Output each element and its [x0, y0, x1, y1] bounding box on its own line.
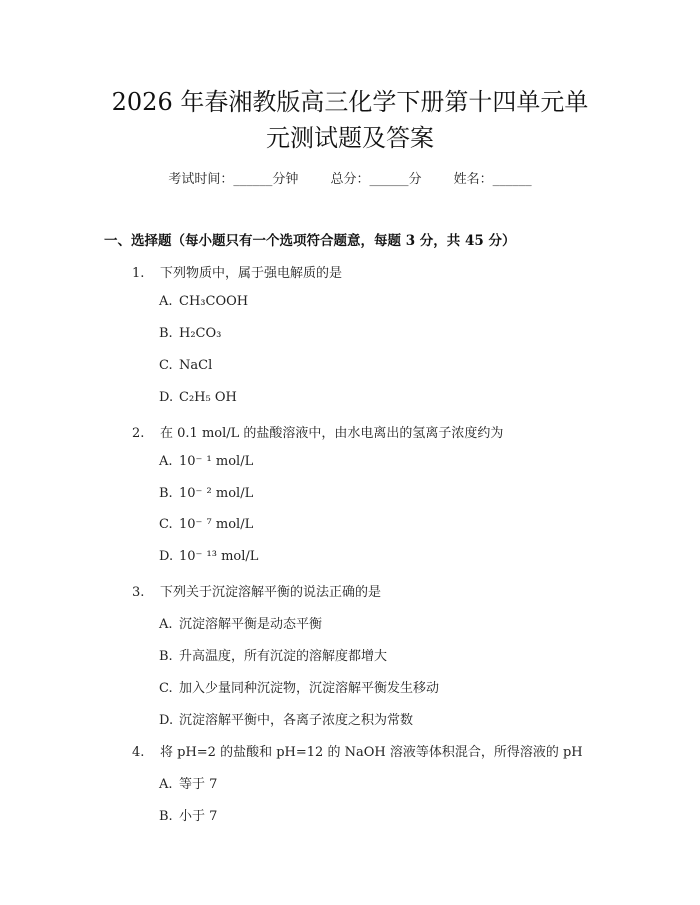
- option-letter: A.: [159, 454, 173, 469]
- option-text: 10⁻ ¹ mol/L: [179, 454, 254, 469]
- question-1-option-a: [159, 294, 248, 309]
- question-4: [132, 741, 583, 760]
- question-number: 1.: [132, 266, 145, 281]
- option-text: CH₃COOH: [179, 294, 249, 309]
- question-1: [132, 262, 342, 281]
- question-3-option-d: [159, 709, 413, 728]
- option-letter: B.: [159, 809, 173, 824]
- option-letter: A.: [159, 777, 173, 792]
- option-text: 加入少量同种沉淀物，沉淀溶解平衡发生移动: [179, 681, 440, 696]
- total-score-field: 总分：______分: [330, 172, 422, 187]
- question-number: 4.: [132, 745, 145, 760]
- option-text: 沉淀溶解平衡是动态平衡: [179, 617, 323, 632]
- question-stem: 将 pH=2 的盐酸和 pH=12 的 NaOH 溶液等体积混合，所得溶液的 pH: [160, 745, 583, 760]
- option-text: 10⁻ ¹³ mol/L: [179, 549, 259, 564]
- option-letter: D.: [159, 549, 174, 564]
- question-number: 2.: [132, 426, 145, 441]
- question-stem: 下列关于沉淀溶解平衡的说法正确的是: [160, 585, 382, 600]
- option-text: 10⁻ ⁷ mol/L: [179, 517, 254, 532]
- question-2-option-d: [159, 549, 258, 564]
- question-1-option-c: [159, 358, 212, 373]
- option-text: H₂CO₃: [179, 326, 222, 341]
- option-letter: B.: [159, 326, 173, 341]
- question-2-option-a: [159, 454, 253, 469]
- option-letter: A.: [159, 617, 173, 632]
- student-name-field: 姓名：______: [453, 172, 532, 187]
- option-text: 等于 7: [179, 777, 218, 792]
- option-letter: B.: [159, 649, 173, 664]
- section-heading: 一、选择题（每小题只有一个选项符合题意，每题 3 分，共 45 分）: [104, 233, 516, 249]
- question-1-option-d: [159, 390, 237, 405]
- option-text: 10⁻ ² mol/L: [179, 486, 254, 501]
- question-3-option-b: [159, 645, 387, 664]
- option-text: 小于 7: [179, 809, 218, 824]
- option-letter: D.: [159, 713, 174, 728]
- question-4-option-a: [159, 773, 217, 792]
- option-text: C₂H₅ OH: [179, 390, 237, 405]
- option-letter: A.: [159, 294, 173, 309]
- question-stem: 下列物质中，属于强电解质的是: [160, 266, 343, 281]
- option-letter: C.: [159, 517, 173, 532]
- exam-meta: [0, 168, 700, 187]
- option-letter: C.: [159, 681, 173, 696]
- option-letter: B.: [159, 486, 173, 501]
- option-letter: D.: [159, 390, 174, 405]
- question-4-option-b: [159, 805, 217, 824]
- option-text: 升高温度，所有沉淀的溶解度都增大: [179, 649, 388, 664]
- option-text: 沉淀溶解平衡中，各离子浓度之积为常数: [179, 713, 414, 728]
- question-number: 3.: [132, 585, 145, 600]
- exam-time-field: 考试时间：______分钟: [168, 172, 299, 187]
- question-1-option-b: [159, 326, 221, 341]
- option-text: NaCl: [179, 358, 213, 373]
- question-2-option-c: [159, 517, 253, 532]
- question-2: [132, 422, 503, 441]
- document-title-line-1: 2026 年春湘教版高三化学下册第十四单元单: [111, 88, 589, 116]
- question-3-option-c: [159, 677, 439, 696]
- question-2-option-b: [159, 486, 253, 501]
- question-3: [132, 581, 381, 600]
- option-letter: C.: [159, 358, 173, 373]
- document-title-line-2: 元测试题及答案: [266, 124, 434, 152]
- question-stem: 在 0.1 mol/L 的盐酸溶液中，由水电离出的氢离子浓度约为: [160, 426, 504, 441]
- question-3-option-a: [159, 613, 322, 632]
